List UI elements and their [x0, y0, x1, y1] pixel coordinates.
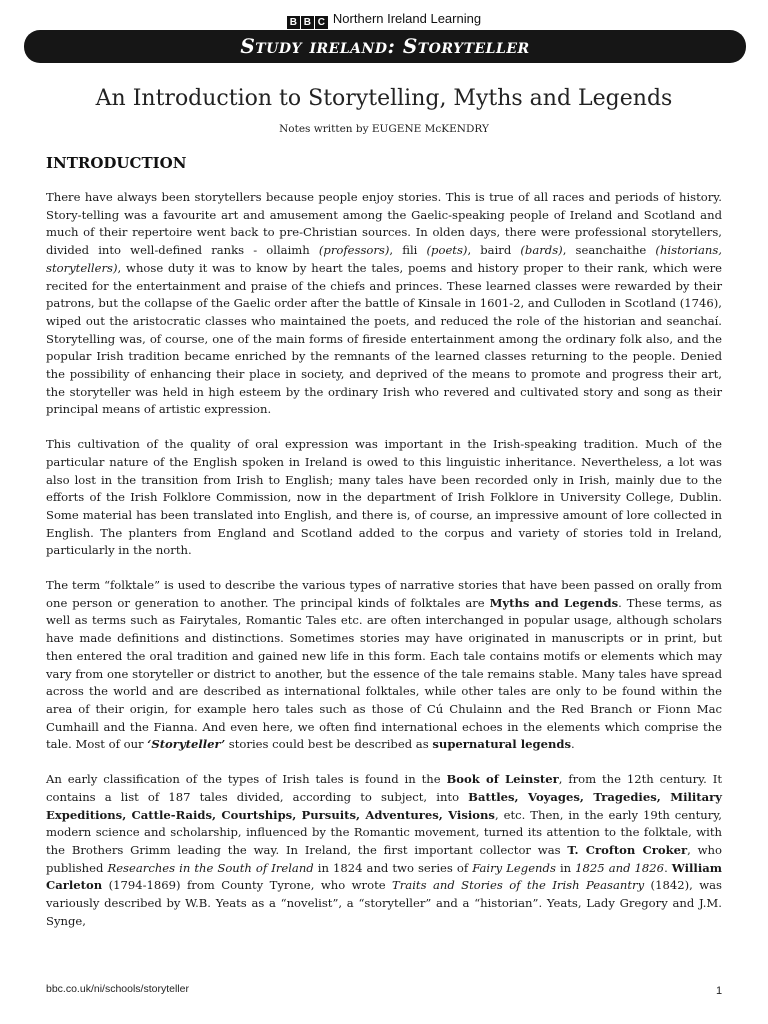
text-segment: Researches in the South of Ireland: [107, 860, 314, 875]
text-segment: William Carleton: [46, 860, 723, 893]
text-segment: stories could best be described as: [225, 737, 433, 752]
series-banner: Study ireland: Storyteller: [24, 30, 746, 63]
text-segment: . These terms, as well as terms such as Fairytales, Romantic Tales etc. are often interchanged in popular usage, although scholars have made definitions and distinctions. Sometimes stories may have originated in manuscripts or in print, but then entered the oral tradition and gained new life in this form. Each tale contains motifs or elements which may vary from one storyteller or district to another, but the essence of the tale remains stable. Many tales have spread across the world and are described as international folktales, while other tales are only to be found within the area of their origin, for example hero tales such as those of Cú Chulainn and the Red Branch or Fionn Mac Cumhaill and the Fianna. And even here, we often find international echoes in the elements which comprise the tale. Most of our: [46, 595, 722, 752]
text-segment: The term “folktale” is used to describe the various types of narrative stories that have been passed on orally from one person or generation to another. The principal kinds of folktales are: [46, 578, 722, 610]
text-segment: Myths and Legends: [489, 595, 619, 610]
text-segment: (1842), was variously described by W.B. Yeats as a “novelist”, a “storyteller” and a “historian”. Yeats, Lady Gregory and J.M. Synge,: [46, 878, 723, 928]
text-segment: ‘Storyteller’: [147, 737, 226, 752]
text-segment: (historians, storytellers): [46, 243, 722, 275]
text-segment: There have always been storytellers because people enjoy stories. This is true of all races and periods of history. Story-telling was a favourite art and amusement among the Gaelic-speaking people of Ireland and Scotland and much of their repertoire went back to pre-Christian sources. In olden days, there were professional storytellers, divided into well-defined ranks - ollaimh: [46, 190, 722, 258]
bbc-branding: [0, 11, 768, 29]
text-segment: in 1824 and two series of: [313, 860, 473, 875]
text-segment: (poets): [426, 243, 468, 258]
text-segment: Traits and Stories of the Irish Peasantry: [392, 878, 645, 893]
footer-url: bbc.co.uk/ni/schools/storyteller: [46, 983, 189, 995]
body-text: [46, 189, 722, 947]
text-segment: , etc. Then, in the early 19th century, modern science and scholarship, influenced by the Romantic movement, turned its attention to the folktale, with the Brothers Grimm leading the way. In Ireland, the first important collector was: [46, 807, 722, 857]
text-segment: , who published: [46, 842, 722, 875]
text-segment: 1825 and 1826: [575, 860, 665, 875]
text-segment: Battles, Voyages, Tragedies, Military Expeditions, Cattle-Raids, Courtships, Pursuits, Adventures, Visions: [46, 789, 723, 822]
text-segment: This cultivation of the quality of oral expression was important in the Irish-speaking tradition. Much of the particular nature of the English spoken in Ireland is owed to this linguistic inheritance. Nevertheless, a lot was also lost in the transition from Irish to English; many tales have been recorded only in Irish, mainly due to the efforts of the Irish Folklore Commission, now in the department of Irish Folklore in University College, Dublin. Some material has been translated into English, and there is, of course, an impressive amount of lore collected in English. The planters from England and Scotland added to the corpus and variety of stories told in Ireland, particularly in the north.: [46, 437, 722, 558]
text-segment: Fairy Legends: [472, 860, 556, 875]
text-segment: , whose duty it was to know by heart the tales, poems and history proper to their rank, which were recited for the entertainment and praise of the chiefs and princes. These learned classes were rewarded by their patrons, but the collapse of the Gaelic order after the battle of Kinsale in 1601-2, and Culloden in Scotland (1746), wiped out the aristocratic classes who maintained the poets, and reduced the role of the historian and seanchaí. Storytelling was, of course, one of the main forms of fireside entertainment among the ordinary folk also, and the popular Irish tradition became enriched by the remnants of the learned classes returning to the people. Denied the possibility of enhancing their place in society, and deprived of the means to promote and progress their art, the storyteller was held in high esteem by the ordinary Irish who revered and cultivated story and song as their principal means of artistic expression.: [46, 260, 722, 417]
bbc-logo-letter: B: [287, 16, 300, 29]
text-segment: An early classification of the types of Irish tales is found in the: [46, 772, 447, 787]
author-note: Notes written by EUGENE McKENDRY: [279, 123, 489, 135]
text-segment: .: [571, 737, 575, 752]
body-paragraph: [46, 771, 722, 930]
body-paragraph: [46, 577, 722, 754]
bbc-logo-letter: C: [315, 16, 328, 29]
body-paragraph: [46, 189, 722, 419]
page-number: 1: [716, 985, 723, 997]
text-segment: , seanchaithe: [562, 243, 656, 258]
text-segment: Book of Leinster: [446, 772, 559, 787]
bbc-logo: [287, 13, 329, 29]
document-title: An Introduction to Storytelling, Myths and Legends: [95, 86, 673, 111]
brand-text: Northern Ireland Learning: [332, 11, 482, 26]
section-heading: INTRODUCTION: [46, 154, 187, 172]
body-paragraph: [46, 436, 722, 560]
text-segment: T. Crofton Croker: [567, 842, 688, 857]
text-segment: , from the 12th century. It contains a list of 187 tales divided, according to subject, into: [46, 772, 722, 804]
text-segment: .: [664, 860, 672, 875]
text-segment: (bards): [520, 243, 563, 258]
text-segment: , fili: [389, 243, 427, 258]
text-segment: (professors): [318, 243, 390, 258]
text-segment: supernatural legends: [432, 737, 572, 752]
text-segment: (1794-1869) from County Tyrone, who wrote: [102, 878, 393, 893]
bbc-logo-letter: B: [301, 16, 314, 29]
text-segment: , baird: [467, 243, 521, 258]
text-segment: in: [555, 860, 576, 875]
